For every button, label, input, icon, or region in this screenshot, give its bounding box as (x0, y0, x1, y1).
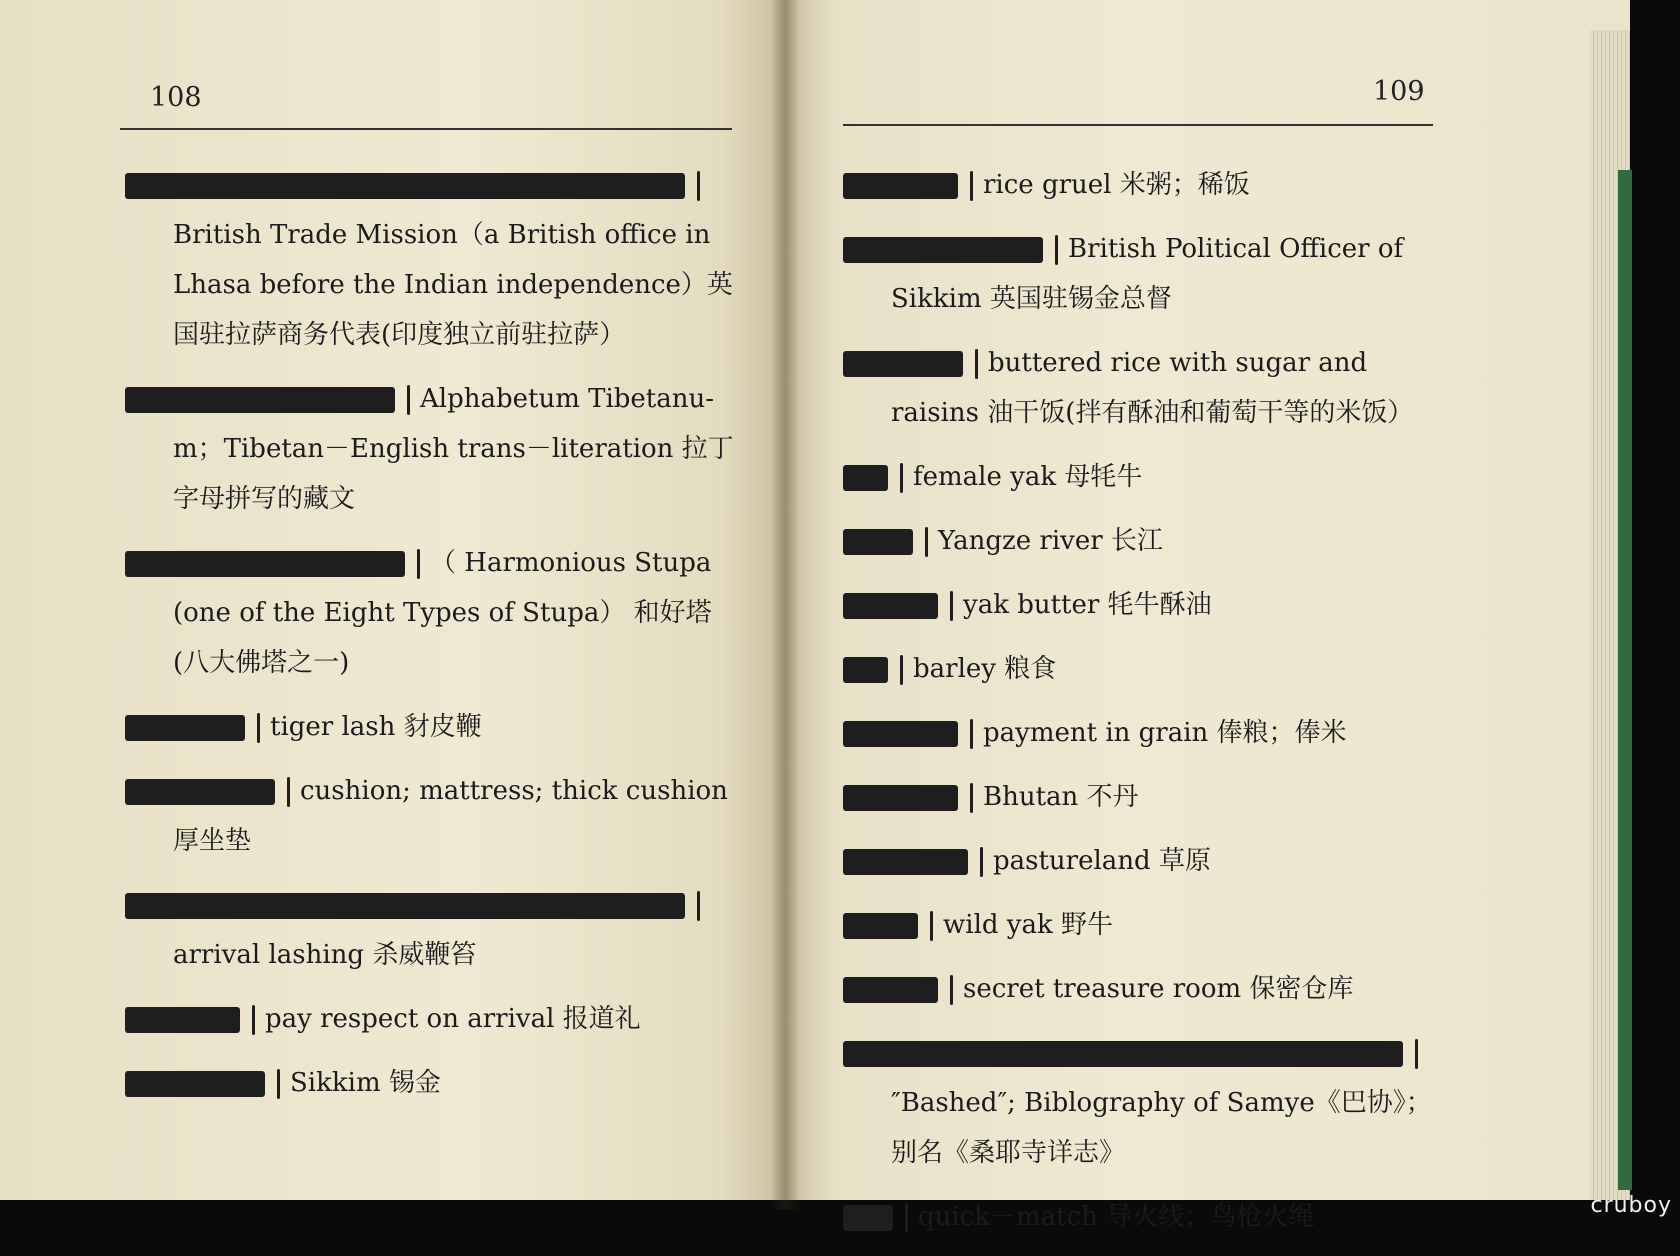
entry-definition: British Political Officer of Sikkim 英国驻锡金总督 (891, 234, 1404, 314)
entry-definition: tiger lash 豺皮鞭 (270, 712, 482, 742)
tibetan-shad-mark (925, 527, 928, 557)
entry-definition: Alphabetum Tibetanu-m；Tibetan－English trans－literation 拉丁字母拼写的藏文 (173, 384, 734, 514)
left-page (0, 0, 785, 1200)
header-rule-right (843, 124, 1433, 126)
tibetan-headword-glyphs (843, 465, 888, 491)
entry-definition: cushion; mattress; thick cushion 厚坐垫 (173, 776, 728, 856)
entry-definition: British Trade Mission（a British office in Lhasa before the Indian independence）英国驻拉萨商务代表(印度独立前驻拉萨） (173, 220, 733, 350)
entry-definition: payment in grain 俸粮；俸米 (983, 718, 1347, 748)
dictionary-entry (843, 338, 1438, 438)
tibetan-headword-glyphs (125, 1007, 240, 1033)
left-entry-list (125, 160, 735, 1122)
tibetan-headword-glyphs (843, 1041, 1403, 1067)
entry-definition: Sikkim 锡金 (290, 1068, 441, 1098)
tibetan-headword-glyphs (125, 779, 275, 805)
tibetan-headword-glyphs (843, 785, 958, 811)
tibetan-headword-glyphs (843, 849, 968, 875)
tibetan-headword-glyphs (843, 529, 913, 555)
dictionary-entry (843, 452, 1438, 502)
tibetan-shad-mark (1415, 1039, 1418, 1069)
dictionary-entry (843, 516, 1438, 566)
dictionary-entry (125, 766, 735, 866)
dictionary-entry (843, 1192, 1438, 1242)
tibetan-shad-mark (407, 385, 410, 415)
tibetan-headword-glyphs (843, 237, 1043, 263)
dictionary-entry (125, 160, 735, 360)
tibetan-headword-glyphs (843, 977, 938, 1003)
tibetan-shad-mark (252, 1005, 255, 1035)
entry-definition: ″Bashed″; Biblography of Samye《巴协》；别名《桑耶寺详志》 (891, 1088, 1432, 1168)
dictionary-entry (843, 708, 1438, 758)
tibetan-shad-mark (277, 1069, 280, 1099)
tibetan-shad-mark (900, 655, 903, 685)
entry-definition: Bhutan 不丹 (983, 782, 1139, 812)
tibetan-headword-glyphs (843, 593, 938, 619)
tibetan-shad-mark (1055, 235, 1058, 265)
dictionary-entry (843, 836, 1438, 886)
entry-definition: wild yak 野牛 (943, 910, 1114, 940)
dictionary-entry (843, 224, 1438, 324)
tibetan-headword-glyphs (843, 351, 963, 377)
dictionary-entry (843, 644, 1438, 694)
green-cover-edge (1618, 170, 1632, 1190)
tibetan-shad-mark (697, 891, 700, 921)
entry-definition: arrival lashing 杀威鞭笞 (173, 940, 477, 970)
tibetan-headword-glyphs (125, 893, 685, 919)
tibetan-headword-glyphs (125, 387, 395, 413)
tibetan-shad-mark (905, 1203, 908, 1233)
tibetan-headword-glyphs (843, 913, 918, 939)
tibetan-headword-glyphs (125, 551, 405, 577)
tibetan-shad-mark (287, 777, 290, 807)
tibetan-headword-glyphs (843, 721, 958, 747)
tibetan-shad-mark (950, 975, 953, 1005)
entry-definition: barley 粮食 (913, 654, 1057, 684)
dictionary-entry (843, 580, 1438, 630)
tibetan-shad-mark (970, 719, 973, 749)
tibetan-shad-mark (417, 549, 420, 579)
book-gutter (770, 0, 800, 1210)
right-entry-list (843, 160, 1438, 1256)
entry-definition: secret treasure room 保密仓库 (963, 974, 1354, 1004)
entry-definition: rice gruel 米粥；稀饭 (983, 170, 1250, 200)
entry-definition: pastureland 草原 (993, 846, 1211, 876)
tibetan-shad-mark (970, 783, 973, 813)
tibetan-headword-glyphs (125, 715, 245, 741)
entry-definition: yak butter 牦牛酥油 (963, 590, 1212, 620)
dictionary-entry (125, 1058, 735, 1108)
tibetan-shad-mark (970, 171, 973, 201)
dictionary-entry (125, 880, 735, 980)
dictionary-entry (843, 900, 1438, 950)
right-page (785, 0, 1630, 1232)
tibetan-shad-mark (697, 171, 700, 201)
tibetan-headword-glyphs (843, 1205, 893, 1231)
entry-definition: Yangze river 长江 (938, 526, 1163, 556)
tibetan-headword-glyphs (843, 657, 888, 683)
entry-definition: pay respect on arrival 报道礼 (265, 1004, 641, 1034)
watermark-text: cruboy (1590, 1193, 1672, 1218)
tibetan-shad-mark (980, 847, 983, 877)
dictionary-entry (843, 1028, 1438, 1178)
tibetan-shad-mark (975, 349, 978, 379)
tibetan-headword-glyphs (125, 1071, 265, 1097)
tibetan-shad-mark (900, 463, 903, 493)
dictionary-entry (125, 538, 735, 688)
tibetan-shad-mark (950, 591, 953, 621)
dictionary-entry (843, 772, 1438, 822)
page-number-left: 108 (150, 82, 202, 113)
dictionary-entry (125, 374, 735, 524)
tibetan-headword-glyphs (125, 173, 685, 199)
dictionary-entry (843, 160, 1438, 210)
entry-definition: buttered rice with sugar and raisins 油干饭(拌有酥油和葡萄干等的米饭） (891, 348, 1414, 428)
page-number-right: 109 (1373, 76, 1425, 107)
tibetan-shad-mark (930, 911, 933, 941)
dictionary-entry (125, 994, 735, 1044)
entry-definition: quick－match 导火线；鸟枪火绳 (918, 1202, 1315, 1232)
entry-definition: （ Harmonious Stupa (one of the Eight Types of Stupa） 和好塔(八大佛塔之一) (173, 548, 712, 678)
header-rule-left (120, 128, 732, 130)
tibetan-headword-glyphs (843, 173, 958, 199)
entry-definition: female yak 母牦牛 (913, 462, 1143, 492)
dictionary-entry (843, 964, 1438, 1014)
tibetan-shad-mark (257, 713, 260, 743)
dictionary-entry (125, 702, 735, 752)
